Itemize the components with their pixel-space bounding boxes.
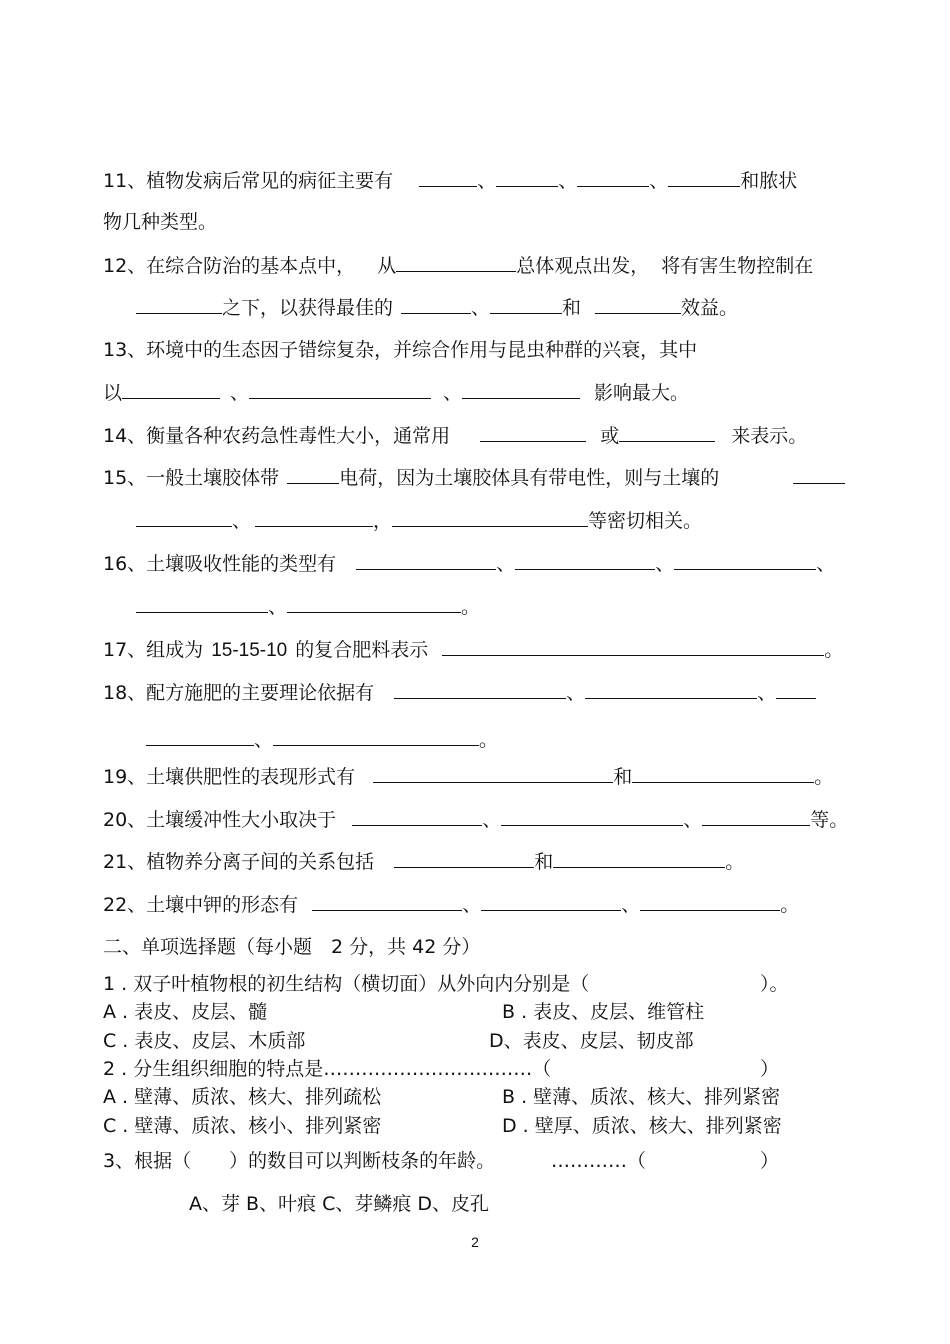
section-heading: 二、单项选择题（每小题 2 分，共 42 分）: [103, 936, 481, 958]
blank: [392, 508, 588, 527]
blank: [122, 380, 220, 399]
question-text: 11、植物发病后常见的病征主要有: [103, 170, 394, 192]
question-15-line-1: 15、一般土壤胶体带 电荷，因为土壤胶体具有带电性，则与土壤的: [103, 465, 719, 490]
mc2-option-c: C . 壁薄、质浓、核小、排列紧密: [103, 1115, 382, 1137]
mc-question-1: 1 . 双子叶植物根的初生结构（横切面）从外向内分别是（ ）。: [103, 973, 789, 995]
blank: [480, 423, 586, 442]
blank: [136, 594, 268, 613]
blank: [419, 168, 477, 187]
blank: [312, 892, 462, 911]
blank: [287, 465, 339, 484]
blank: [619, 423, 715, 442]
mc-question-3: 3、根据（ ）的数目可以判断枝条的年龄。 …………（ ）: [103, 1150, 780, 1172]
mc3-options: A、芽 B、叶痕 C、芽鳞痕 D、皮孔: [189, 1193, 490, 1215]
mc1-option-d: D、表皮、皮层、韧皮部: [489, 1030, 694, 1052]
mc1-option-c: C . 表皮、皮层、木质部: [103, 1030, 306, 1052]
blank: [396, 253, 516, 272]
page-number: 2: [471, 1234, 479, 1250]
blank: [249, 380, 431, 399]
blank: [577, 168, 649, 187]
question-15-line-2: 、 ， 等密切相关。: [136, 508, 702, 533]
blank: [373, 764, 613, 783]
question-17: 17、组成为 15-15-10 的复合肥料表示 。: [103, 639, 844, 661]
mc-question-2: 2 . 分生组织细胞的特点是……………………………（ ）: [103, 1058, 780, 1080]
blank: [640, 892, 780, 911]
question-21: 21、植物养分离子间的关系包括 和 。: [103, 851, 745, 873]
question-12-line-1: 12、在综合防治的基本点中， 从 总体观点出发， 将有害生物控制在: [103, 255, 814, 277]
blank: [632, 764, 814, 783]
blank: [401, 295, 471, 314]
blank: [595, 295, 681, 314]
question-13-line-1: 13、环境中的生态因子错综复杂，并综合作用与昆虫种群的兴衰，其中: [103, 339, 698, 361]
question-13-line-2: 以 、 、 影响最大。: [103, 382, 690, 404]
question-11-line-1: 11、植物发病后常见的病征主要有 、 、 、 和脓状: [103, 170, 798, 192]
blank: [496, 168, 558, 187]
blank: [585, 680, 757, 699]
blank: [255, 508, 373, 527]
blank: [776, 680, 816, 699]
mc2-option-b: B . 壁薄、质浓、核大、排列紧密: [502, 1086, 781, 1108]
question-16-line-2: 、 。: [136, 594, 480, 619]
blank: [394, 849, 534, 868]
mc2-option-d: D . 壁厚、质浓、核大、排列紧密: [502, 1115, 782, 1137]
blank: [287, 594, 461, 613]
question-22: 22、土壤中钾的形态有 、 、 。: [103, 894, 800, 916]
blank: [490, 295, 562, 314]
question-14: 14、衡量各种农药急性毒性大小，通常用 或 来表示。: [103, 425, 808, 447]
blank: [352, 807, 482, 826]
blank: [553, 849, 725, 868]
blank: [515, 551, 655, 570]
mc2-option-a: A . 壁薄、质浓、核大、排列疏松: [103, 1086, 382, 1108]
blank: [793, 465, 845, 484]
blank: [442, 637, 824, 656]
blank: [394, 680, 566, 699]
question-16-line-1: 16、土壤吸收性能的类型有 、 、 、: [103, 553, 836, 575]
blank: [146, 727, 254, 746]
question-19: 19、土壤供肥性的表现形式有 和 。: [103, 766, 834, 788]
blank: [674, 551, 816, 570]
blank: [668, 168, 740, 187]
blank: [702, 807, 810, 826]
question-18-line-1: 18、配方施肥的主要理论依据有 、 、: [103, 680, 816, 705]
blank: [273, 727, 479, 746]
blank: [356, 551, 496, 570]
blank: [501, 807, 683, 826]
mc1-option-a: A . 表皮、皮层、髓: [103, 1001, 268, 1023]
question-20: 20、土壤缓冲性大小取决于 、 、 等。: [103, 809, 849, 831]
blank: [481, 892, 621, 911]
blank: [136, 508, 232, 527]
question-18-line-2: 、 。: [146, 727, 498, 752]
question-11-line-2: 物几种类型。: [103, 211, 218, 233]
mc1-option-b: B . 表皮、皮层、维管柱: [502, 1001, 705, 1023]
question-12-line-2: 之下，以获得最佳的 、 和 效益。: [136, 295, 738, 320]
blank: [136, 295, 222, 314]
blank: [462, 380, 580, 399]
